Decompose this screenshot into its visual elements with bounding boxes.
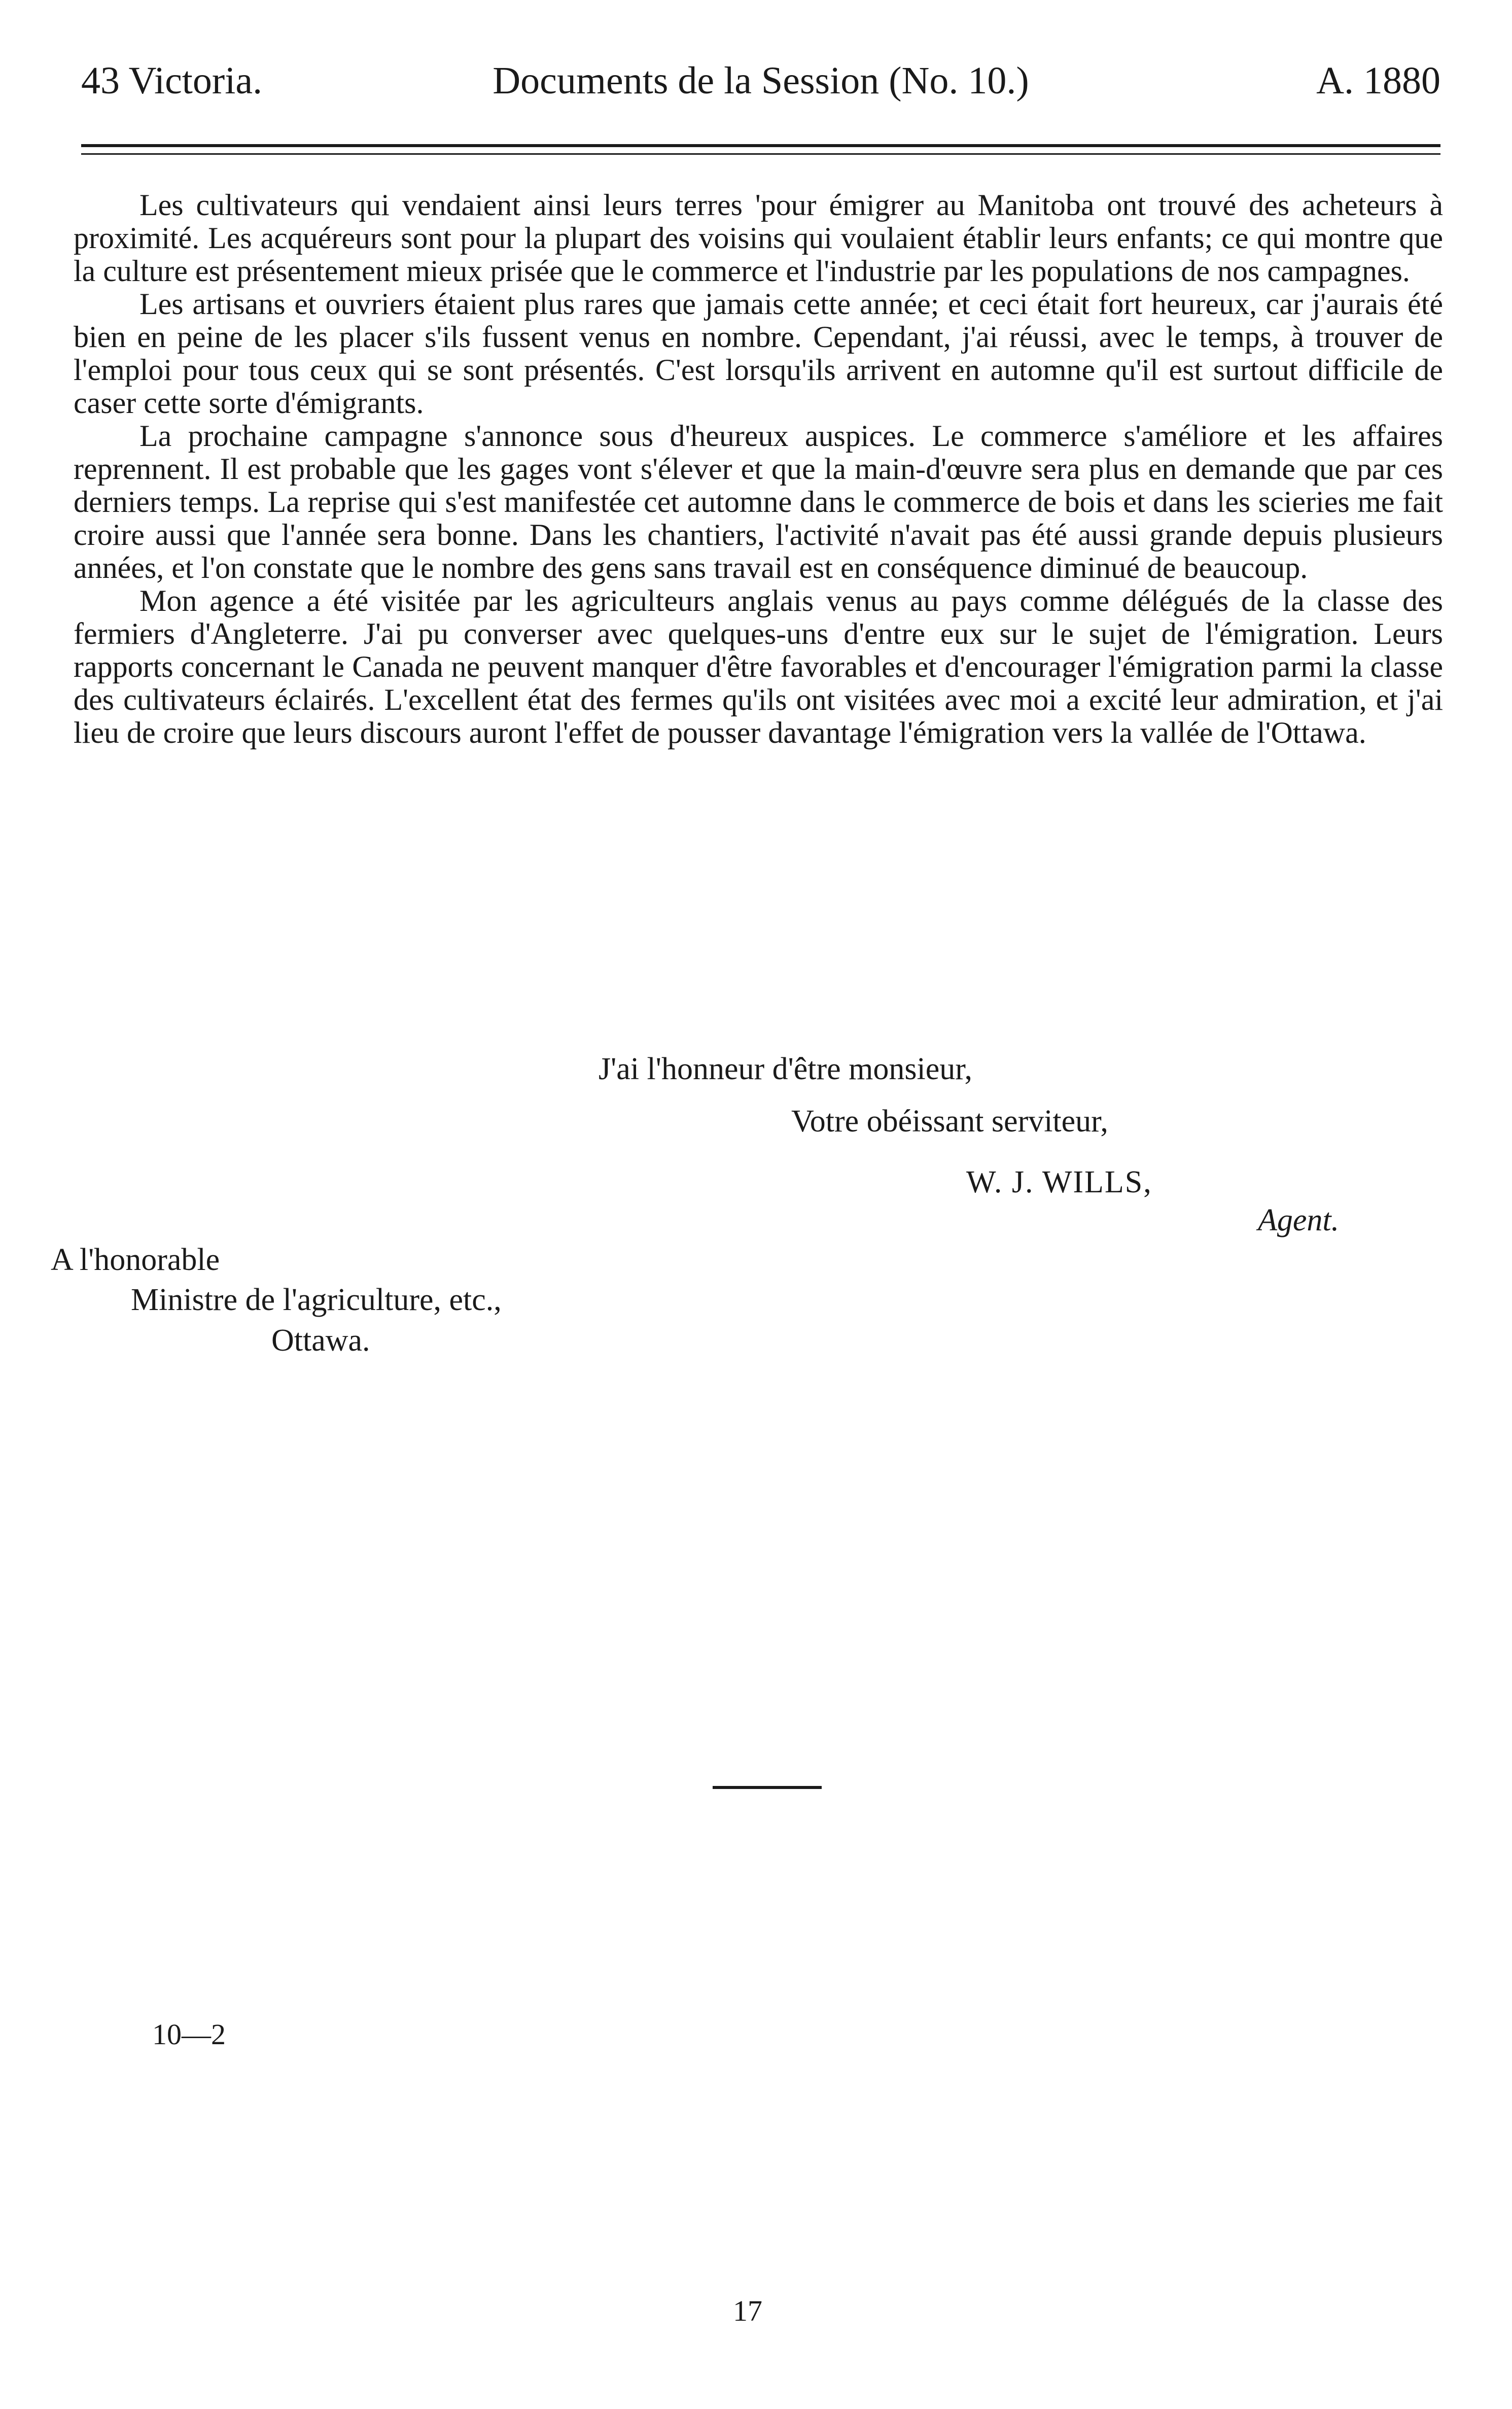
header-year: A. 1880 bbox=[1316, 59, 1440, 102]
section-divider bbox=[713, 1786, 822, 1789]
recipient-line-1: A l'honorable bbox=[51, 1243, 220, 1277]
paragraph-3: La prochaine campagne s'annonce sous d'heureux auspices. Le commerce s'améliore et les affaires reprennent. Il est probable que les gages vont s'élever et que la main-d'œuvre sera plus en demande que par ces derniers temps. La reprise qui s'est manifestée cet automne dans le commerce de bois et dans les scieries me fait croire aussi que l'année sera bonne. Dans les chantiers, l'activité n'avait pas été aussi grande depuis plusieurs années, et l'on constate que le nombre des gens sans travail est en conséquence diminué de beaucoup. bbox=[74, 419, 1443, 584]
paragraph-4: Mon agence a été visitée par les agriculteurs anglais venus au pays comme délégués de la classe des fermiers d'Angleterre. J'ai pu converser avec quelques-uns d'entre eux sur le sujet de l'émigration. Leurs rapports concernant le Canada ne peuvent manquer d'être favorables et d'encourager l'émigration parmi la classe des cultivateurs éclairés. L'excellent état des fermes qu'ils ont visitées avec moi a excité leur admiration, et j'ai lieu de croire que leurs discours auront l'effet de pousser davantage l'émigration vers la vallée de l'Ottawa. bbox=[74, 584, 1443, 749]
page-header bbox=[81, 53, 1440, 109]
header-title: Documents de la Session (No. 10.) bbox=[493, 59, 1029, 102]
sheet-signature-mark: 10—2 bbox=[152, 2018, 226, 2051]
closing-valediction: Votre obéissant serviteur, bbox=[791, 1104, 1108, 1139]
paragraph-2: Les artisans et ouvriers étaient plus rares que jamais cette année; et ceci était fort heureux, car j'aurais été bien en peine de les placer s'ils fussent venus en nombre. Cependant, j'ai réussi, avec le temps, à trouver de l'emploi pour tous ceux qui se sont présentés. C'est lorsqu'ils arrivent en automne qu'il est surtout difficile de caser cette sorte d'émigrants. bbox=[74, 287, 1443, 420]
recipient-line-3: Ottawa. bbox=[271, 1323, 370, 1358]
header-rule-thin bbox=[81, 153, 1440, 155]
header-session: 43 Victoria. bbox=[81, 59, 263, 102]
signature-name: W. J. WILLS, bbox=[966, 1165, 1152, 1199]
recipient-line-2: Ministre de l'agriculture, etc., bbox=[131, 1283, 502, 1317]
signature-role: Agent. bbox=[1258, 1203, 1340, 1237]
header-rule-thick bbox=[81, 144, 1440, 147]
page-number: 17 bbox=[733, 2294, 762, 2327]
letter-body bbox=[74, 189, 1443, 749]
paragraph-1: Les cultivateurs qui vendaient ainsi leurs terres 'pour émigrer au Manitoba ont trouvé des acheteurs à proximité. Les acquéreurs sont pour la plupart des voisins qui voulaient établir leurs enfants; ce qui montre que la culture est présentement mieux prisée que le commerce et l'industrie par les populations de nos campagnes. bbox=[74, 188, 1443, 288]
closing-salutation: J'ai l'honneur d'être monsieur, bbox=[599, 1052, 972, 1086]
